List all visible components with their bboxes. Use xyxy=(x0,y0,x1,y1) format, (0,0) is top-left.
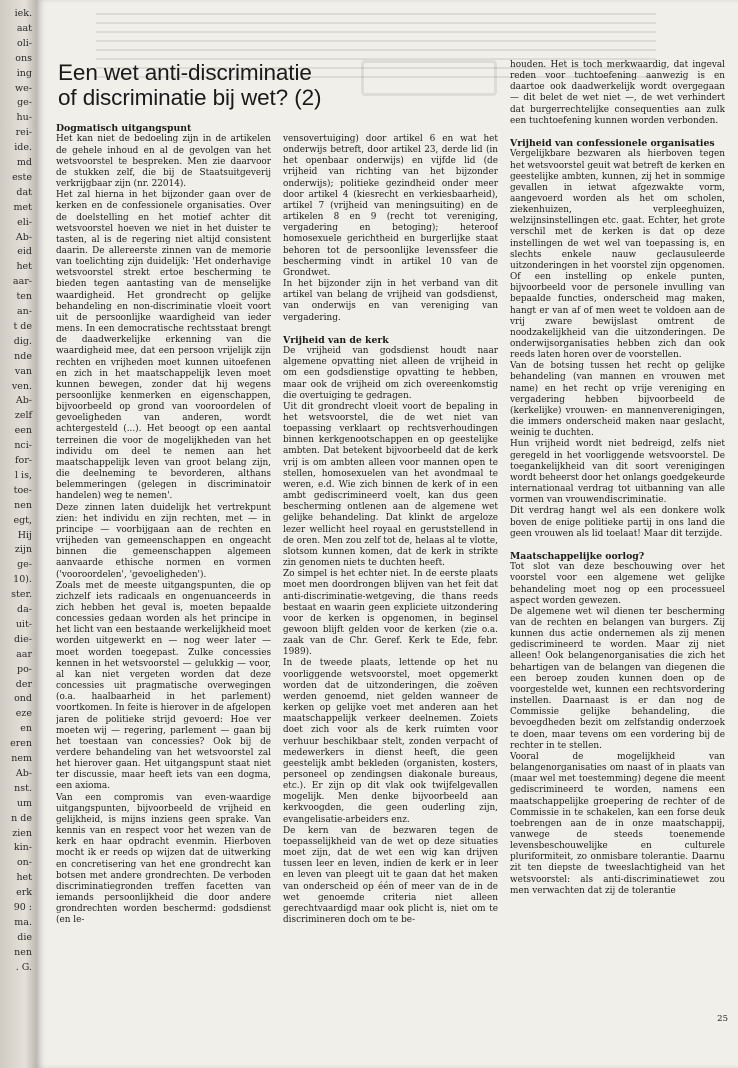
gutter-fragment: Ab- xyxy=(15,395,32,407)
gutter-fragment: aat xyxy=(16,22,32,34)
gutter-fragment: kin- xyxy=(13,842,32,854)
paragraph: Het zal hierna in het bijzonder gaan over de kerken en de confessionele organisaties. Over de doelstelling en het motief achter dit wetsvoorstel hoeven we niet in het duister te tasten, al is de regering niet altijd consistent daarin. De allereerste zinnen van de memorie van toelichting zijn duidelijk: 'Het onderhavige wetsvoorstel strekt ertoe bescherming te bieden tegen aantasting van de menselijke waardigheid. Het grondrecht op gelijke behandeling en non-discriminatie vloeit voort uit de persoonlijke waardigheid van ieder mens. In een democratische rechtsstaat brengt de daadwerkelijke erkenning van die waardigheid mee, dat een persoon vrijelijk zijn rechten en vrijheden moet kunnen uitoefenen en zich in het maatschappelijk leven moet kunnen bewegen, zonder dat hij wegens persoonlijke kenmerken en eigenschappen, bijvoorbeeld op grond van vooroordelen of gevoeligheden van anderen, wordt achtergesteld (...). Het beoogt op een aantal terreinen die voor de mogelijkheden van het individu om deel te nemen aan het maatschappelijk leven van groot belang zijn, die deelneming te bevorderen, althans belemmeringen (gelegen in discriminatoir handelen) weg te nemen'. xyxy=(56,190,271,502)
gutter-fragment: t de xyxy=(13,320,32,332)
gutter-fragment: da- xyxy=(17,604,32,615)
gutter-fragment: toe- xyxy=(13,484,32,496)
title-line-2: of discriminatie bij wet? (2) xyxy=(58,85,322,110)
gutter-fragment: ven. xyxy=(11,380,32,392)
adjacent-page-gutter xyxy=(0,0,36,1068)
paragraph: Van een compromis van even-waardige uitgangspunten, bijvoorbeeld de vrijheid en gelijkheid, is mijns inziens geen sprake. Van kennis van en respect voor het wezen van de kerk en haar opdracht evenmin. Hierboven mocht ik er reeds op wijzen dat de uitwerking en concretisering van het ene grondrecht kan botsen met andere grondrechten. De verboden discriminatiegronden treffen facetten van iemands persoonlijkheid die door andere grondrechten worden beschermd: godsdienst (en le- xyxy=(56,792,271,926)
gutter-fragment: ond xyxy=(14,693,32,705)
gutter-fragment: ing xyxy=(16,67,32,79)
paragraph: De algemene wet wil dienen ter bescherming van de rechten en belangen van burgers. Zij kunnen dus actie ondernemen als zij menen gediscrimineerd te worden. Maar zij niet alleen! Ook belangenorganisaties die zich het behartigen van de belangen van diegenen die een beroep zouden kunnen doen op de voorgestelde wet, kunnen een rechtsvordering instellen. Daarnaast is er dan nog de Commissie gelijke behandeling, die bevoegdheden bezit om zelfstandig onderzoek te doen, maar tevens om een vordering bij de rechter in te stellen. xyxy=(510,606,725,751)
paragraph: Van de botsing tussen het recht op gelijke behandeling (van mannen en vrouwen met name) en het recht op vrije vereniging en vergadering hebben bijvoorbeeld de (kerkelijke) vrouwen- en mannenverenigingen, die immers onderscheid maken naar geslacht, weinig te duchten. xyxy=(510,361,725,439)
paragraph: Tot slot van deze beschouwing over het voorstel voor een algemene wet gelijke behandeling moet nog op een processueel aspect worden gewezen. xyxy=(510,562,725,606)
gutter-fragment: n de xyxy=(11,812,32,824)
paragraph: De vrijheid van godsdienst houdt naar algemene opvatting niet alleen de vrijheid in om een godsdienstige opvatting te hebben, maar ook de vrijheid om zich overeenkomstig die overtuiging te gedragen. xyxy=(283,346,498,401)
gutter-fragment: ma. xyxy=(14,916,32,928)
gutter-fragment: 10). xyxy=(13,574,32,586)
gutter-fragment: Ab- xyxy=(15,767,32,779)
paragraph: Deze zinnen laten duidelijk het vertrekpunt zien: het individu en zijn rechten, met — in principe — voorbijgaan aan de rechten en vrijheden van gemeenschappen en ongeacht binnen die gemeenschappen algemeen aanvaarde ethische normen en vormen ('vooroordelen', 'gevoeligheden'). xyxy=(56,502,271,580)
gutter-fragment: nde xyxy=(14,350,32,362)
gutter-fragment: eid xyxy=(17,246,32,258)
gutter-fragment: iek. xyxy=(14,8,32,19)
gutter-fragment: po- xyxy=(16,663,32,675)
gutter-fragment: uit- xyxy=(15,618,32,630)
gutter-fragment: aar xyxy=(16,648,32,660)
gutter-fragment: zelf xyxy=(14,410,32,422)
page-number: 25 xyxy=(717,1014,728,1024)
gutter-fragment: an- xyxy=(17,306,32,317)
gutter-fragment: dig. xyxy=(13,335,32,347)
gutter-fragment: ge- xyxy=(17,559,32,571)
gutter-fragment: het xyxy=(16,872,32,884)
paragraph: In de tweede plaats, lettende op het nu voorliggende wetsvoorstel, moet opgemerkt worden dat de uitzonderingen, die zoëven werden genoemd, niet gelden wanneer de kerken op gelijke voet met anderen aan het maatschappelijk verkeer deelnemen. Zoiets doet zich voor als de kerk ruimten voor verhuur beschikbaar stelt, zonden verpacht of medewerkers in dienst heeft, die geen geestelijk ambt bekleden (organisten, kosters, personeel op zendingsen diakonale bureaus, etc.). Er zijn op dit vlak ook twijfelgevallen mogelijk. Men denke bijvoorbeeld aan kerkvoogden, die geen ouderling zijn, evangelisatie-arbeiders enz. xyxy=(283,658,498,825)
gutter-fragment: for- xyxy=(15,455,32,466)
section-heading: Maatschappelijke oorlog? xyxy=(510,550,645,562)
gutter-fragment: zijn xyxy=(14,544,32,556)
gutter-fragment: um xyxy=(16,797,32,809)
paragraph: Vergelijkbare bezwaren als hierboven tegen het wetsvoorstel geuit wat betreft de kerken en geestelijke ambten, kunnen, zij het in sommige gevallen in ietwat afgezwakte vorm, aangevoerd worden als het om scholen, ziekenhuizen, verpleeghuizen, welzijnsinstellingen etc. gaat. Echter, het grote verschil met de kerken is dat op deze instellingen de wet wel van toepassing is, en slechts enkele nauw geclausuleerde uitzonderingen in het voorstel zijn opgenomen. Of een instelling op enkele punten, bijvoorbeeld voor de personele invulling van bepaalde functies, onderscheid mag maken, hangt er van af of men weet te voldoen aan de vrij zware bewijslast omtrent de noodzakelijkheid van die uitzonderingen. De onderwijsorganisaties hebben zich dan ook reeds laten horen over de voorstellen. xyxy=(510,149,725,361)
gutter-fragment: ster. xyxy=(11,589,32,601)
gutter-fragment: Ab- xyxy=(15,231,32,243)
column-2 xyxy=(283,134,498,1014)
gutter-fragment: zien xyxy=(12,827,32,839)
gutter-fragment: egt, xyxy=(13,514,32,526)
gutter-fragment: ons xyxy=(15,52,32,64)
gutter-fragment: eze xyxy=(15,708,32,720)
paragraph: Vooral de mogelijkheid van belangenorganisaties om naast of in plaats van (maar wel met toestemming) degene die meent gediscrimineerd te worden, namens een maatschappelijke groepering de rechter of de Commissie in te schakelen, kan een forse deuk toebrengen aan de in onze maatschappij, vanwege de steeds toenemende levensbeschouwelijke en culturele pluriformiteit, zo onmisbare tolerantie. Daarnu zit ten diepste de tweeslachtigheid van het wetsvoorstel: als anti-discriminatiewet zou men verwachten dat zij de tolerantie xyxy=(510,751,725,896)
gutter-fragment: ide. xyxy=(14,142,32,154)
paragraph: vensovertuiging) door artikel 6 en wat het onderwijs betreft, door artikel 23, derde lid (in het openbaar onderwijs) en vijfde lid (de vrijheid van richting van het bijzonder onderwijs); politieke gezindheid onder meer door artikel 4 (kiesrecht en verkiesbaarheid), artikel 7 (vrijheid van meningsuiting) en de artikelen 8 en 9 (recht tot vereniging, vergadering en betoging); heteroof homosexuele gerichtheid en burgerlijke staat behoren tot de persoonlijke levenssfeer die bescherming vindt in artikel 10 van de Grondwet. xyxy=(283,134,498,278)
gutter-fragment: van xyxy=(14,365,32,377)
magazine-page xyxy=(36,0,738,1068)
paragraph: Hun vrijheid wordt niet bedreigd, zelfs niet geregeld in het voorliggende wetsvoorstel. De toegankelijkheid van dit soort verenigingen wordt beheerst door het onlangs goedgekeurde internationaal verdrag tot uitbanning van alle vormen van vrouwendiscriminatie. xyxy=(510,439,725,506)
gutter-fragment: der xyxy=(15,678,32,690)
gutter-fragment: hu- xyxy=(16,112,32,124)
column-1 xyxy=(56,123,271,1013)
paragraph: houden. Het is toch merkwaardig, dat ingeval reden voor tuchtoefening aanwezig is en daartoe ook daadwerkelijk wordt overgegaan — dit belet de wet niet —, de wet verhindert dat burgerrechtelijke consequenties aan zulk een tuchtoefening kunnen worden verbonden. xyxy=(510,60,725,126)
gutter-fragment: rei- xyxy=(15,127,32,139)
article-title xyxy=(58,60,498,110)
gutter-fragment: erk xyxy=(16,887,32,899)
section-heading: Vrijheid van de kerk xyxy=(283,334,389,346)
gutter-fragment: nen xyxy=(14,946,32,958)
gutter-fragment: die- xyxy=(14,633,32,645)
gutter-fragment: md xyxy=(16,157,32,168)
gutter-fragment: en xyxy=(20,723,32,735)
gutter-fragment: ge- xyxy=(17,97,32,109)
gutter-fragment: nci- xyxy=(14,440,32,452)
title-line-1: Een wet anti-discriminatie xyxy=(58,60,312,85)
gutter-fragment: l is, xyxy=(15,469,32,481)
paragraph: In het bijzonder zijn in het verband van dit artikel van belang de vrijheid van godsdienst, van onderwijs en van vereniging van vergadering. xyxy=(283,279,498,323)
gutter-fragment: het xyxy=(16,261,32,273)
column-3 xyxy=(510,60,725,1020)
paragraph: Dit verdrag hangt wel als een donkere wolk boven de enige politieke partij in ons land die geen vrouwen als lid toelaat! Maar dit terzijde. xyxy=(510,506,725,539)
paragraph: Het kan niet de bedoeling zijn in de artikelen de gehele inhoud en al de gevolgen van het wetsvoorstel te bespreken. Men zie daarvoor de stukken zelf, die bij de Staatsuitgeverij verkrijgbaar zijn (nr. 22014). xyxy=(56,134,271,190)
gutter-fragment: oli- xyxy=(16,37,32,49)
gutter-fragment: 90 : xyxy=(13,902,32,913)
paragraph: De kern van de bezwaren tegen de toepasselijkheid van de wet op deze situaties moet zijn, dat de wet een wig kan drijven tussen leer en leven, indien de kerk er in leer en leven van pleegt uit te gaan dat het maken van onderscheid op één of meer van de in de wet genoemde criteria niet alleen gerechtvaardigd maar ook plicht is, niet om te discrimineren doch om te be- xyxy=(283,825,498,926)
gutter-fragment: este xyxy=(12,171,32,183)
gutter-fragment: on- xyxy=(16,857,32,869)
gutter-fragment: eli- xyxy=(17,216,32,228)
gutter-fragment: die xyxy=(17,931,32,943)
gutter-fragment: een xyxy=(14,425,32,437)
gutter-fragment: aar- xyxy=(12,276,32,288)
paragraph: Zo simpel is het echter niet. In de eerste plaats moet men doordrongen blijven van het feit dat anti-discriminatie-wetgeving, die thans reeds bestaat en waarin geen expliciete uitzondering voor de kerken is opgenomen, in beginsel gewoon blijft gelden voor de kerken (zie o.a. zaak van de Chr. Geref. Kerk te Ede, febr. 1989). xyxy=(283,569,498,658)
gutter-fragment: dat xyxy=(16,186,32,198)
gutter-fragment: met xyxy=(13,201,32,213)
gutter-fragment: ten xyxy=(16,291,32,303)
gutter-fragment: . G. xyxy=(15,961,32,973)
gutter-fragment: eren xyxy=(10,738,32,750)
gutter-fragment: Hij xyxy=(17,529,32,541)
gutter-fragment: we- xyxy=(15,82,32,94)
gutter-fragment: nen xyxy=(14,499,32,511)
gutter-fragment: nst. xyxy=(14,782,32,794)
gutter-fragment: nem xyxy=(11,753,32,764)
section-heading: Vrijheid van confessionele organisaties xyxy=(510,137,715,149)
paragraph: Zoals met de meeste uitgangspunten, die op zichzelf iets radicaals en ongenuanceerds in zich hebben het geval is, moeten bepaalde concessies gedaan worden als het principe in het licht van een bestaande werkelijkheid moet worden uitgewerkt en — nog weer later — moet worden toegepast. Zulke concessies kennen in het wetsvoorstel — gelukkig — voor, al kan niet vergeten worden dat deze concessies uit pragmatische overwegingen (o.a. haalbaarheid in het parlement) voortkomen. In feite is hierover in de afgelopen jaren de politieke strijd gevoerd: Hoe ver moeten wij — regering, parlement — gaan bij het toestaan van concessies? Ook bij de verdere behandeling van het wetsvoorstel zal het hierover gaan. Het uitgangspunt staat niet ter discussie, maar heeft iets van een dogma, een axioma. xyxy=(56,580,271,792)
section-heading: Dogmatisch uitgangspunt xyxy=(56,123,192,134)
paragraph: Uit dit grondrecht vloeit voort de bepaling in het wetsvoorstel, die de wet niet van toepassing verklaart op rechtsverhoudingen binnen kerkgenootschappen en op geestelijke ambten. Dat betekent bijvoorbeeld dat de kerk vrij is om ambten alleen voor mannen open te stellen, homosexuelen van het avondmaal te weren, e.d. Wie zich binnen de kerk of in een ambt gediscrimineerd voelt, kan dus geen bescherming ontlenen aan de algemene wet gelijke behandeling. Dat klinkt de argeloze lezer wellicht heel royaal en geruststellend in de oren. Men zou zelf tot de, helaas al te vlotte, slotsom kunnen komen, dat de kerk in strikte zin genomen niets te duchten heeft. xyxy=(283,401,498,569)
